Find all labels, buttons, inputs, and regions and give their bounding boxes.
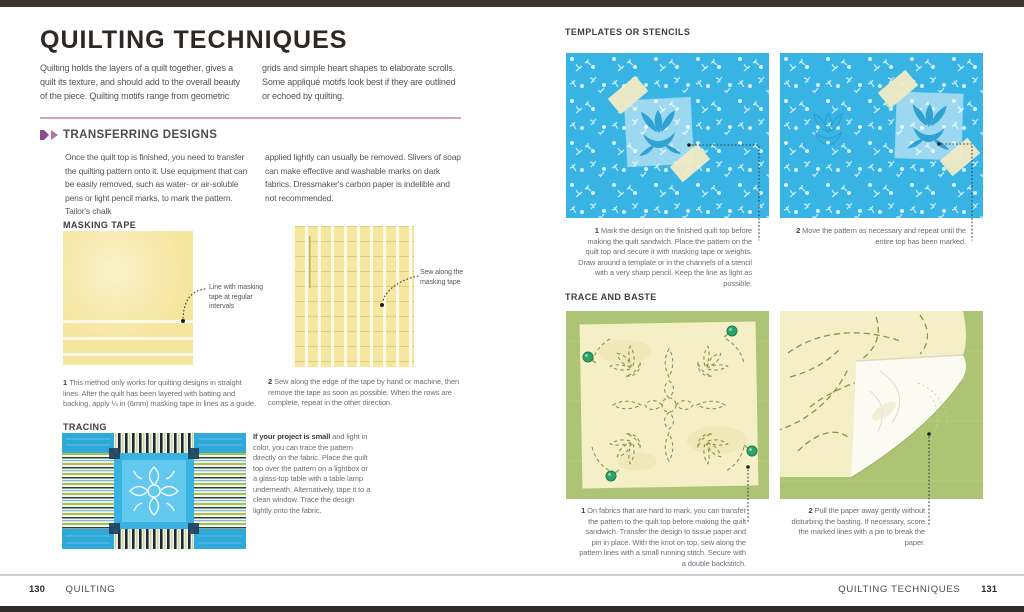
subheading-masking-tape: MASKING TAPE: [63, 220, 137, 230]
top-frame-bar: [0, 0, 1024, 7]
masking-tape-step2-caption: 2 Sew along the edge of the tape by hand or machine, then remove the tape as soon as possible. When the rows are complete, repeat in the other direction.: [268, 377, 460, 407]
templates-step2-photo: [780, 53, 983, 218]
masking-tape-step1-caption: 1 This method only works for quilting designs in straight lines. After the quilt has been layered with batting and backing, apply ¼ in (6mm) masking tape in lines as a guide.: [63, 378, 256, 408]
trace-baste-step1-caption: 1 On fabrics that are hard to mark, you can transfer the pattern to the quilt top before making the quilt sandwich. Transfer the design to tissue paper and pin in place. With the knot on top, sew along the pattern lines with a small running stitch. Secure with a double backstitch.: [579, 506, 746, 568]
bottom-frame-bar: [0, 606, 1024, 612]
tracing-fabric-photo: [62, 433, 246, 549]
intro-col1: Quilting holds the layers of a quilt together, gives a quilt its texture, and should add to the overall beauty of the piece. Quilting motifs range from geometric: [40, 63, 240, 101]
page-number-right: 131: [981, 584, 997, 595]
section-arrow-icon: [40, 130, 49, 140]
subheading-templates-or-stencils: TEMPLATES OR STENCILS: [565, 27, 691, 37]
subheading-trace-and-baste: TRACE AND BASTE: [565, 292, 657, 302]
masking-tape-step1-figure: [63, 231, 313, 371]
templates-step1-photo: [566, 53, 769, 218]
transferring-col1: Once the quilt top is finished, you need to transfer the quilting pattern onto it. Use equipment that can be easily removed, such as water- or air-soluble pens or light pencil marks, to mark the pattern. Tailor's chalk: [65, 152, 248, 216]
intro-col2: grids and simple heart shapes to elaborate scrolls. Some appliqué motifs look best if they are outlined or echoed by quilting.: [262, 63, 456, 101]
templates-step2-figure: [780, 53, 983, 283]
masking-tape-step2-figure: [292, 226, 464, 371]
footer-left: [29, 584, 115, 595]
templates-step2-caption: 2 Move the pattern as necessary and repeat until the entire top has been marked.: [796, 226, 966, 246]
section-arrow-icon: [51, 130, 58, 140]
annotation-masking-tape-lines: Line with masking tape at regular intervals: [209, 284, 263, 310]
trace-baste-step2-photo: [780, 311, 983, 499]
trace-baste-step2-caption: 2 Pull the paper away gently without disturbing the basting. If necessary, score the marked lines with a pin to break the paper.: [791, 506, 925, 547]
pink-divider-rule: [40, 117, 461, 119]
masking-tape-step2-photo: [292, 226, 414, 367]
trace-baste-step1-photo: [566, 311, 769, 499]
footer-right: [838, 584, 997, 595]
templates-step1-caption: 1 Mark the design on the finished quilt top before making the quilt sandwich. Place the pattern on the quilt top and secure it with masking tape or weights. Draw around a template or in the channels of a stencil with a very sharp pencil. Keep the line as light as possible.: [578, 226, 752, 288]
tracing-figure: [62, 433, 246, 549]
footer-section-right: QUILTING TECHNIQUES: [838, 584, 961, 595]
tracing-text: If your project is small and light in color, you can trace the pattern directly on the fabric. Place the quilt top over the pattern on a lightbox or a glass-top table with a table lamp underneath. Alternatively, tape it to a clean window. Trace the design lightly onto the fabric.: [253, 432, 371, 515]
footer-rule: [0, 574, 1024, 576]
page-number-left: 130: [29, 584, 45, 595]
section-heading-transferring: TRANSFERRING DESIGNS: [40, 129, 217, 141]
footer-section-left: QUILTING: [65, 584, 116, 595]
intro-paragraph: [40, 61, 462, 103]
annotation-sew-along-tape: Sew along the masking tape: [420, 269, 464, 286]
subheading-tracing: TRACING: [63, 422, 107, 432]
transferring-col2: applied lightly can usually be removed. Slivers of soap can make effective and washable marks on dark fabrics. Dressmaker's carbon paper is indelible and not recommended.: [265, 152, 461, 203]
masking-tape-step1-photo: [63, 231, 193, 365]
page-title: QUILTING TECHNIQUES: [40, 26, 348, 54]
